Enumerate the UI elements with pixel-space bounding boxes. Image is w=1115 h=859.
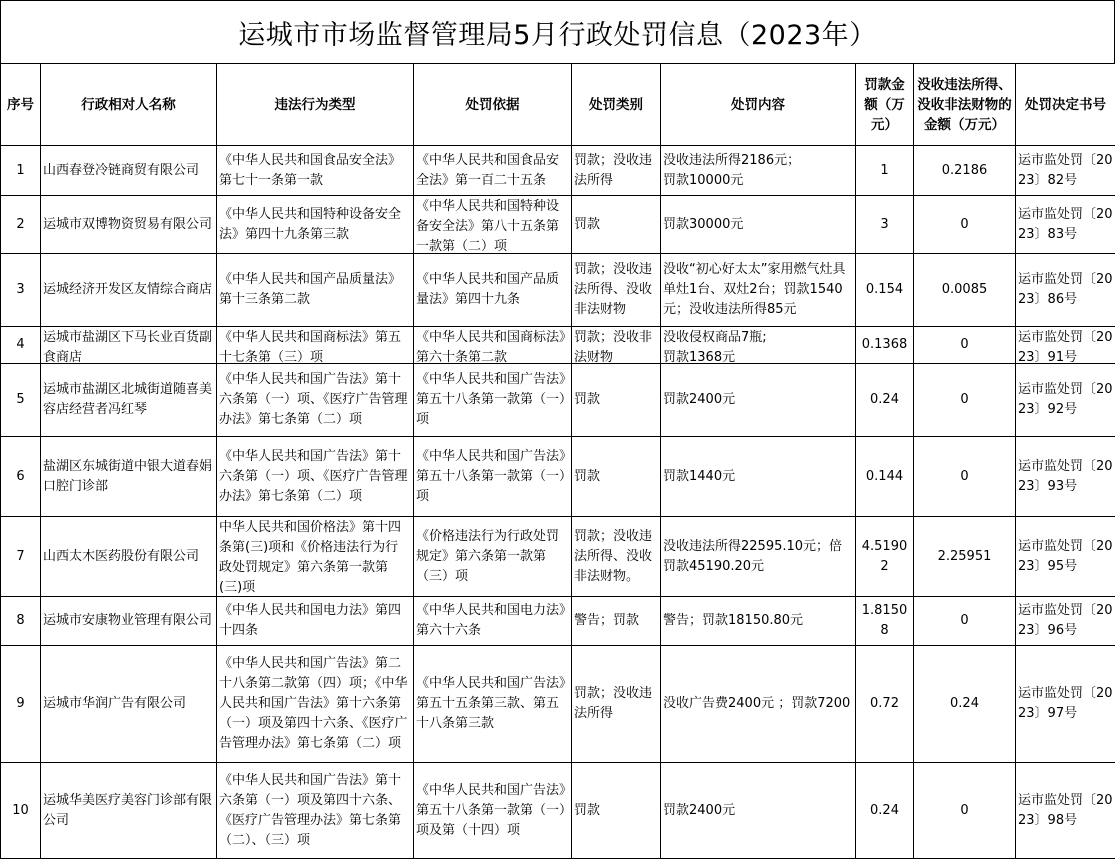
cell-decision-number[interactable]: [1016, 517, 1115, 597]
cell-penalty-category[interactable]: [572, 196, 661, 254]
penalty-content-text: 没收侵权商品7瓶; 罚款1368元: [663, 328, 853, 363]
cell-penalty-category[interactable]: [572, 146, 661, 196]
penalty-content-text: 没收“初心好太太”家用燃气灶具单灶1台、双灶2台；罚款1540元；没收违法所得85元: [663, 260, 853, 320]
cell-decision-number[interactable]: [1016, 196, 1115, 254]
cell-penalty-content[interactable]: [661, 646, 856, 763]
cell-penalty-content[interactable]: [661, 364, 856, 437]
confiscated-amount-text: 0.24: [916, 694, 1013, 714]
decision-number-text: 运市监处罚〔2023〕97号: [1018, 684, 1113, 724]
cell-violation-type[interactable]: [217, 646, 414, 763]
cell-violation-type[interactable]: [217, 597, 414, 646]
party-name-text: 运城市盐湖区下马长业百货副食商店: [43, 328, 214, 363]
cell-confiscated-amount[interactable]: [914, 437, 1016, 517]
cell-violation-type[interactable]: [217, 517, 414, 597]
cell-penalty-content[interactable]: [661, 597, 856, 646]
cell-party-name[interactable]: [41, 517, 217, 597]
decision-number-text: 运市监处罚〔2023〕98号: [1018, 791, 1113, 831]
cell-penalty-content[interactable]: [661, 517, 856, 597]
cell-party-name[interactable]: [41, 146, 217, 196]
cell-violation-type[interactable]: [217, 196, 414, 254]
cell-row-number[interactable]: [1, 646, 41, 763]
penalty-content-text: 罚款30000元: [663, 215, 853, 235]
confiscated-amount-text: 0.0085: [916, 280, 1013, 300]
party-name-text: 盐湖区东城街道中银大道春娟口腔门诊部: [43, 457, 214, 497]
violation-type-text: 《中华人民共和国特种设备安全法》第四十九条第三款: [219, 205, 411, 245]
cell-penalty-basis[interactable]: [414, 254, 572, 327]
header-party[interactable]: 行政相对人名称: [41, 64, 217, 146]
cell-penalty-basis[interactable]: [414, 597, 572, 646]
cell-penalty-basis[interactable]: [414, 364, 572, 437]
penalty-basis-text: 《中华人民共和国特种设备安全法》第八十五条第一款第（二）项: [416, 197, 569, 253]
cell-violation-type[interactable]: [217, 763, 414, 859]
row-number-text: 9: [3, 694, 38, 714]
header-row: [1, 64, 1115, 146]
table-row: [1, 196, 1115, 254]
cell-decision-number[interactable]: [1016, 146, 1115, 196]
cell-penalty-category[interactable]: [572, 597, 661, 646]
penalty-category-text: 警告；罚款: [574, 611, 658, 631]
cell-fine-amount[interactable]: [856, 517, 914, 597]
cell-decision-number[interactable]: [1016, 254, 1115, 327]
cell-fine-amount[interactable]: [856, 196, 914, 254]
row-number-text: 7: [3, 547, 38, 567]
table-row: [1, 597, 1115, 646]
fine-amount-text: 0.24: [858, 801, 911, 821]
penalty-basis-text: 《中华人民共和国商标法》第六十条第二款: [416, 328, 569, 363]
decision-number-text: 运市监处罚〔2023〕86号: [1018, 270, 1113, 310]
cell-penalty-category[interactable]: [572, 327, 661, 364]
cell-violation-type[interactable]: [217, 327, 414, 364]
cell-party-name[interactable]: [41, 646, 217, 763]
row-number-text: 1: [3, 161, 38, 181]
cell-party-name[interactable]: [41, 196, 217, 254]
cell-penalty-category[interactable]: [572, 254, 661, 327]
cell-party-name[interactable]: [41, 763, 217, 859]
cell-penalty-category[interactable]: [572, 763, 661, 859]
cell-penalty-content[interactable]: [661, 763, 856, 859]
penalty-content-text: 没收广告费2400元 ；罚款7200: [663, 694, 853, 714]
cell-violation-type[interactable]: [217, 364, 414, 437]
penalty-category-text: 罚款；没收非法财物: [574, 328, 658, 363]
fine-amount-text: 1: [858, 161, 911, 181]
table-row: [1, 364, 1115, 437]
fine-amount-text: 0.144: [858, 467, 911, 487]
confiscated-amount-text: 2.25951: [916, 547, 1013, 567]
cell-confiscated-amount[interactable]: [914, 517, 1016, 597]
fine-amount-text: 1.81508: [858, 601, 911, 641]
cell-confiscated-amount[interactable]: [914, 763, 1016, 859]
cell-penalty-basis[interactable]: [414, 437, 572, 517]
cell-penalty-category[interactable]: [572, 437, 661, 517]
decision-number-text: 运市监处罚〔2023〕92号: [1018, 380, 1113, 420]
cell-confiscated-amount[interactable]: [914, 254, 1016, 327]
penalty-category-text: 罚款；没收违法所得、没收非法财物: [574, 260, 658, 320]
violation-type-text: 《中华人民共和国商标法》第五十七条第（三）项: [219, 328, 411, 363]
cell-decision-number[interactable]: [1016, 327, 1115, 364]
header-confiscated[interactable]: 没收违法所得、没收非法财物的金额（万元）: [914, 64, 1016, 146]
decision-number-text: 运市监处罚〔2023〕82号: [1018, 151, 1113, 191]
decision-number-text: 运市监处罚〔2023〕91号: [1018, 328, 1113, 363]
cell-row-number[interactable]: [1, 196, 41, 254]
table-row: [1, 646, 1115, 763]
cell-penalty-content[interactable]: [661, 146, 856, 196]
violation-type-text: 《中华人民共和国广告法》第二十八条第二款第（四）项；《中华人民共和国广告法》第十六条第（一）项及第四十六条、《医疗广告管理办法》第七条第（二）项: [219, 654, 411, 754]
table-row: [1, 517, 1115, 597]
cell-confiscated-amount[interactable]: [914, 646, 1016, 763]
violation-type-text: 《中华人民共和国电力法》第四十四条: [219, 601, 411, 641]
cell-fine-amount[interactable]: [856, 646, 914, 763]
penalty-content-text: 罚款2400元: [663, 801, 853, 821]
confiscated-amount-text: 0: [916, 390, 1013, 410]
fine-amount-text: 0.24: [858, 390, 911, 410]
penalty-category-text: 罚款: [574, 390, 658, 410]
row-number-text: 4: [3, 335, 38, 355]
decision-number-text: 运市监处罚〔2023〕93号: [1018, 457, 1113, 497]
cell-fine-amount[interactable]: [856, 763, 914, 859]
violation-type-text: 《中华人民共和国产品质量法》第十三条第二款: [219, 270, 411, 310]
violation-type-text: 《中华人民共和国食品安全法》第七十一条第一款: [219, 151, 411, 191]
violation-type-text: 《中华人民共和国广告法》第十六条第（一）项、《医疗广告管理办法》第七条第（二）项: [219, 370, 411, 430]
penalty-basis-text: 《中华人民共和国广告法》第五十五条第三款、第五十八条第三款: [416, 674, 569, 734]
cell-penalty-basis[interactable]: [414, 196, 572, 254]
violation-type-text: 中华人民共和国价格法》第十四条第(三)项和《价格违法行为行政处罚规定》第六条第一款第(三)项: [219, 518, 411, 596]
confiscated-amount-text: 0: [916, 611, 1013, 631]
cell-violation-type[interactable]: [217, 254, 414, 327]
table-row: [1, 437, 1115, 517]
fine-amount-text: 3: [858, 215, 911, 235]
cell-penalty-content[interactable]: [661, 327, 856, 364]
cell-penalty-basis[interactable]: [414, 646, 572, 763]
fine-amount-text: 0.1368: [858, 335, 911, 355]
cell-fine-amount[interactable]: [856, 364, 914, 437]
penalty-category-text: 罚款: [574, 215, 658, 235]
penalty-table: [0, 63, 1115, 859]
cell-party-name[interactable]: [41, 254, 217, 327]
cell-fine-amount[interactable]: [856, 254, 914, 327]
cell-row-number[interactable]: [1, 763, 41, 859]
header-content[interactable]: 处罚内容: [661, 64, 856, 146]
penalty-basis-text: 《中华人民共和国产品质量法》第四十九条: [416, 270, 569, 310]
confiscated-amount-text: 0: [916, 335, 1013, 355]
cell-party-name[interactable]: [41, 437, 217, 517]
row-number-text: 10: [3, 801, 38, 821]
party-name-text: 运城市安康物业管理有限公司: [43, 611, 214, 631]
cell-confiscated-amount[interactable]: [914, 364, 1016, 437]
cell-row-number[interactable]: [1, 254, 41, 327]
confiscated-amount-text: 0: [916, 467, 1013, 487]
penalty-content-text: 罚款1440元: [663, 467, 853, 487]
cell-confiscated-amount[interactable]: [914, 597, 1016, 646]
table-row: [1, 327, 1115, 364]
cell-confiscated-amount[interactable]: [914, 327, 1016, 364]
cell-row-number[interactable]: [1, 597, 41, 646]
cell-party-name[interactable]: [41, 597, 217, 646]
table-row: [1, 763, 1115, 859]
penalty-content-text: 警告；罚款18150.80元: [663, 611, 853, 631]
header-fine[interactable]: 罚款金额（万元）: [856, 64, 914, 146]
cell-decision-number[interactable]: [1016, 437, 1115, 517]
violation-type-text: 《中华人民共和国广告法》第十六条第（一）项及第四十六条、《医疗广告管理办法》第七条第（二）、（三）项: [219, 771, 411, 851]
header-no[interactable]: 序号: [1, 64, 41, 146]
fine-amount-text: 4.51902: [858, 537, 911, 577]
cell-penalty-content[interactable]: [661, 254, 856, 327]
header-category[interactable]: 处罚类别: [572, 64, 661, 146]
cell-confiscated-amount[interactable]: [914, 196, 1016, 254]
row-number-text: 3: [3, 280, 38, 300]
cell-fine-amount[interactable]: [856, 437, 914, 517]
cell-party-name[interactable]: [41, 327, 217, 364]
party-name-text: 运城市盐湖区北城街道随喜美容店经营者冯红琴: [43, 380, 214, 420]
cell-penalty-basis[interactable]: [414, 146, 572, 196]
cell-decision-number[interactable]: [1016, 364, 1115, 437]
page-title: 运城市市场监督管理局5月行政处罚信息（2023年）: [0, 0, 1115, 64]
cell-decision-number[interactable]: [1016, 646, 1115, 763]
cell-violation-type[interactable]: [217, 146, 414, 196]
header-decision-no[interactable]: 处罚决定书号: [1016, 64, 1115, 146]
cell-penalty-category[interactable]: [572, 646, 661, 763]
table-row: [1, 146, 1115, 196]
cell-fine-amount[interactable]: [856, 327, 914, 364]
party-name-text: 运城市双博物资贸易有限公司: [43, 215, 214, 235]
violation-type-text: 《中华人民共和国广告法》第十六条第（一）项、《医疗广告管理办法》第七条第（二）项: [219, 447, 411, 507]
row-number-text: 5: [3, 390, 38, 410]
party-name-text: 运城市华润广告有限公司: [43, 694, 214, 714]
cell-penalty-basis[interactable]: [414, 517, 572, 597]
penalty-basis-text: 《中华人民共和国广告法》第五十八条第一款第（一）项: [416, 370, 569, 430]
cell-penalty-basis[interactable]: [414, 327, 572, 364]
cell-row-number[interactable]: [1, 327, 41, 364]
party-name-text: 运城经济开发区友情综合商店: [43, 280, 214, 300]
penalty-basis-text: 《中华人民共和国电力法》第六十六条: [416, 601, 569, 641]
penalty-category-text: 罚款；没收违法所得: [574, 151, 658, 191]
fine-amount-text: 0.154: [858, 280, 911, 300]
row-number-text: 6: [3, 467, 38, 487]
cell-row-number[interactable]: [1, 364, 41, 437]
penalty-content-text: 没收违法所得2186元； 罚款10000元: [663, 151, 853, 191]
row-number-text: 8: [3, 611, 38, 631]
cell-fine-amount[interactable]: [856, 146, 914, 196]
penalty-category-text: 罚款；没收违法所得、没收非法财物。: [574, 527, 658, 587]
penalty-category-text: 罚款: [574, 467, 658, 487]
header-violation[interactable]: 违法行为类型: [217, 64, 414, 146]
confiscated-amount-text: 0: [916, 801, 1013, 821]
cell-decision-number[interactable]: [1016, 597, 1115, 646]
penalty-category-text: 罚款: [574, 801, 658, 821]
penalty-category-text: 罚款；没收违法所得: [574, 684, 658, 724]
penalty-basis-text: 《中华人民共和国广告法》第五十八条第一款第（一）项及第（十四）项: [416, 781, 569, 841]
cell-party-name[interactable]: [41, 364, 217, 437]
penalty-content-text: 罚款2400元: [663, 390, 853, 410]
cell-penalty-basis[interactable]: [414, 763, 572, 859]
cell-decision-number[interactable]: [1016, 763, 1115, 859]
party-name-text: 运城华美医疗美容门诊部有限公司: [43, 791, 214, 831]
cell-confiscated-amount[interactable]: [914, 146, 1016, 196]
cell-row-number[interactable]: [1, 437, 41, 517]
cell-row-number[interactable]: [1, 146, 41, 196]
row-number-text: 2: [3, 215, 38, 235]
cell-violation-type[interactable]: [217, 437, 414, 517]
party-name-text: 山西春登冷链商贸有限公司: [43, 161, 214, 181]
decision-number-text: 运市监处罚〔2023〕83号: [1018, 205, 1113, 245]
fine-amount-text: 0.72: [858, 694, 911, 714]
penalty-basis-text: 《中华人民共和国广告法》第五十八条第一款第（一）项: [416, 447, 569, 507]
table-row: [1, 254, 1115, 327]
penalty-basis-text: 《中华人民共和国食品安全法》第一百二十五条: [416, 151, 569, 191]
penalty-basis-text: 《价格违法行为行政处罚规定》第六条第一款第（三）项: [416, 527, 569, 587]
confiscated-amount-text: 0.2186: [916, 161, 1013, 181]
header-basis[interactable]: 处罚依据: [414, 64, 572, 146]
confiscated-amount-text: 0: [916, 215, 1013, 235]
cell-row-number[interactable]: [1, 517, 41, 597]
cell-fine-amount[interactable]: [856, 597, 914, 646]
party-name-text: 山西太木医药股份有限公司: [43, 547, 214, 567]
penalty-content-text: 没收违法所得22595.10元；倍罚款45190.20元: [663, 537, 853, 577]
cell-penalty-category[interactable]: [572, 517, 661, 597]
cell-penalty-content[interactable]: [661, 437, 856, 517]
cell-penalty-category[interactable]: [572, 364, 661, 437]
decision-number-text: 运市监处罚〔2023〕96号: [1018, 601, 1113, 641]
decision-number-text: 运市监处罚〔2023〕95号: [1018, 537, 1113, 577]
cell-penalty-content[interactable]: [661, 196, 856, 254]
